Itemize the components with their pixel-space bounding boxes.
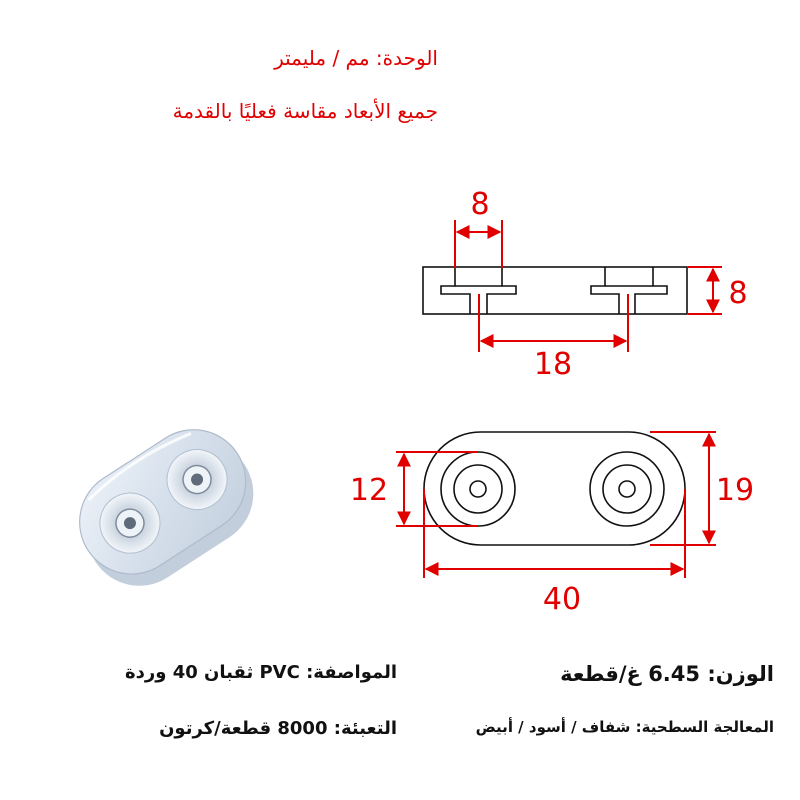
dimension-thickness-label: 8 — [728, 276, 748, 311]
specification-text: المواصفة: PVC ثقبان 40 وردة — [125, 662, 397, 683]
top-view-outline — [424, 432, 685, 545]
dimension-inner-diameter-label: 12 — [349, 473, 389, 508]
measurement-note: جميع الأبعاد مقاسة فعليًا بالقدمة — [172, 99, 438, 123]
side-view-body — [423, 267, 687, 314]
top-view-hole-right — [590, 452, 664, 526]
dimension-width — [650, 432, 754, 545]
top-view — [424, 432, 685, 545]
dimension-hole-width-label: 8 — [470, 187, 490, 222]
dimension-hole-spacing-label: 18 — [533, 347, 573, 382]
dimension-hole-width — [455, 187, 502, 268]
weight-text: الوزن: 6.45 غ/قطعة — [560, 662, 774, 686]
unit-label: الوحدة: مم / مليمتر — [274, 46, 438, 70]
dimension-length-label: 40 — [542, 582, 582, 617]
dimension-hole-spacing — [479, 294, 628, 382]
dimension-width-label: 19 — [715, 473, 755, 508]
dimension-thickness — [688, 267, 748, 314]
surface-treatment-text: المعالجة السطحية: شفاف / أسود / أبيض — [475, 718, 774, 736]
product-image — [60, 410, 274, 606]
packing-text: التعبئة: 8000 قطعة/كرتون — [159, 718, 397, 739]
dimension-inner-diameter — [350, 452, 478, 526]
side-view — [423, 267, 687, 314]
top-view-hole-left — [441, 452, 515, 526]
